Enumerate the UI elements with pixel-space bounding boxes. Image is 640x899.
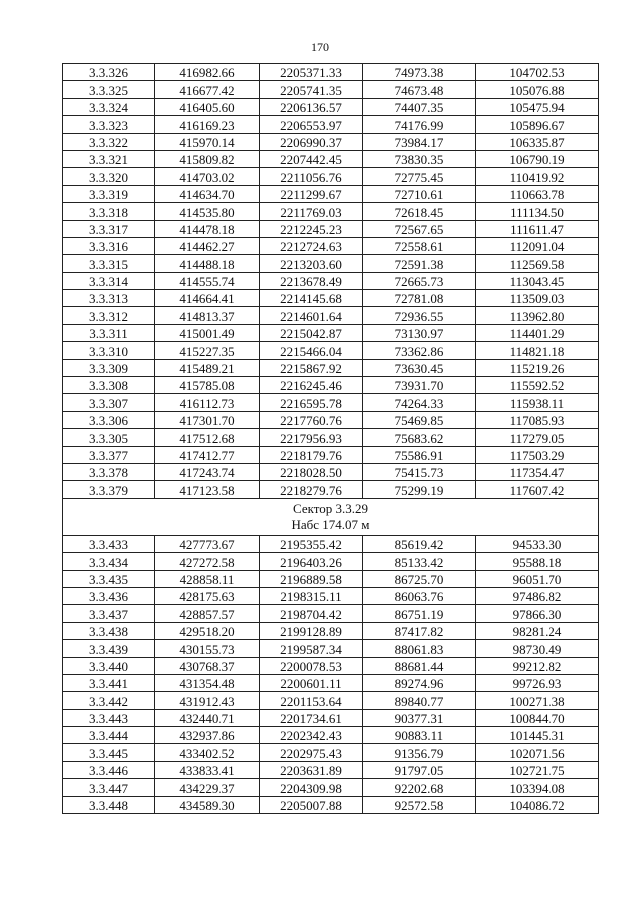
coord-x2-cell: 88681.44 — [363, 657, 476, 674]
table-row — [63, 622, 599, 639]
coord-x-cell: 415970.14 — [155, 133, 260, 150]
table-row — [63, 150, 599, 167]
coord-x2-cell: 73830.35 — [363, 150, 476, 167]
point-id-cell: 3.3.322 — [63, 133, 155, 150]
coord-x2-cell: 89840.77 — [363, 692, 476, 709]
coord-y2-cell: 113043.45 — [476, 272, 599, 289]
coord-x-cell: 416405.60 — [155, 98, 260, 115]
coord-y2-cell: 99726.93 — [476, 674, 599, 691]
table-row — [63, 220, 599, 237]
coord-y-cell: 2202975.43 — [260, 744, 363, 761]
coord-x2-cell: 86063.76 — [363, 587, 476, 604]
coord-x2-cell: 72558.61 — [363, 237, 476, 254]
coord-y-cell: 2200601.11 — [260, 674, 363, 691]
table-row — [63, 185, 599, 202]
coord-x2-cell: 72567.65 — [363, 220, 476, 237]
coord-y2-cell: 117607.42 — [476, 481, 599, 498]
coord-y2-cell: 103394.08 — [476, 779, 599, 796]
coord-x-cell: 416112.73 — [155, 394, 260, 411]
coord-x2-cell: 89274.96 — [363, 674, 476, 691]
coord-x-cell: 427773.67 — [155, 535, 260, 552]
coord-y-cell: 2205741.35 — [260, 81, 363, 98]
coord-y-cell: 2218179.76 — [260, 446, 363, 463]
point-id-cell: 3.3.434 — [63, 553, 155, 570]
coord-y-cell: 2211299.67 — [260, 185, 363, 202]
coord-x2-cell: 90883.11 — [363, 727, 476, 744]
coord-y-cell: 2212724.63 — [260, 237, 363, 254]
coord-x-cell: 415809.82 — [155, 150, 260, 167]
point-id-cell: 3.3.324 — [63, 98, 155, 115]
coord-y2-cell: 101445.31 — [476, 727, 599, 744]
coord-y2-cell: 102071.56 — [476, 744, 599, 761]
point-id-cell: 3.3.443 — [63, 709, 155, 726]
coord-x-cell: 414535.80 — [155, 203, 260, 220]
point-id-cell: 3.3.306 — [63, 411, 155, 428]
coord-y2-cell: 111134.50 — [476, 203, 599, 220]
coord-y-cell: 2215867.92 — [260, 359, 363, 376]
table-row — [63, 692, 599, 709]
table-row — [63, 324, 599, 341]
point-id-cell: 3.3.444 — [63, 727, 155, 744]
coord-y-cell: 2198704.42 — [260, 605, 363, 622]
point-id-cell: 3.3.321 — [63, 150, 155, 167]
coord-x-cell: 417123.58 — [155, 481, 260, 498]
coord-y-cell: 2205007.88 — [260, 796, 363, 813]
point-id-cell: 3.3.445 — [63, 744, 155, 761]
coord-x-cell: 433833.41 — [155, 761, 260, 778]
coord-x2-cell: 85133.42 — [363, 553, 476, 570]
table-row — [63, 307, 599, 324]
coord-x-cell: 417412.77 — [155, 446, 260, 463]
coord-y2-cell: 115938.11 — [476, 394, 599, 411]
coord-x-cell: 432937.86 — [155, 727, 260, 744]
coord-y2-cell: 114821.18 — [476, 342, 599, 359]
coord-x-cell: 414462.27 — [155, 237, 260, 254]
table-row — [63, 394, 599, 411]
coord-y2-cell: 117279.05 — [476, 429, 599, 446]
table-row — [63, 674, 599, 691]
coord-x2-cell: 86725.70 — [363, 570, 476, 587]
coord-y-cell: 2200078.53 — [260, 657, 363, 674]
coord-x-cell: 417243.74 — [155, 463, 260, 480]
coord-y2-cell: 114401.29 — [476, 324, 599, 341]
coord-y2-cell: 98730.49 — [476, 640, 599, 657]
coord-y2-cell: 115219.26 — [476, 359, 599, 376]
coord-x-cell: 415001.49 — [155, 324, 260, 341]
coord-y-cell: 2199587.34 — [260, 640, 363, 657]
coord-y2-cell: 117085.93 — [476, 411, 599, 428]
coord-y-cell: 2198315.11 — [260, 587, 363, 604]
coord-x2-cell: 72936.55 — [363, 307, 476, 324]
coord-x-cell: 415489.21 — [155, 359, 260, 376]
table-row — [63, 168, 599, 185]
coord-y-cell: 2204309.98 — [260, 779, 363, 796]
table-row — [63, 98, 599, 115]
coord-x-cell: 430155.73 — [155, 640, 260, 657]
table-row — [63, 237, 599, 254]
coord-y-cell: 2211769.03 — [260, 203, 363, 220]
point-id-cell: 3.3.305 — [63, 429, 155, 446]
coord-y-cell: 2201734.61 — [260, 709, 363, 726]
table-row — [63, 744, 599, 761]
coord-y2-cell: 112091.04 — [476, 237, 599, 254]
coord-x-cell: 414488.18 — [155, 255, 260, 272]
coord-y2-cell: 113509.03 — [476, 290, 599, 307]
coord-y2-cell: 98281.24 — [476, 622, 599, 639]
coord-x2-cell: 74407.35 — [363, 98, 476, 115]
coord-x2-cell: 73630.45 — [363, 359, 476, 376]
point-id-cell: 3.3.326 — [63, 64, 155, 81]
coord-x2-cell: 75683.62 — [363, 429, 476, 446]
coord-y-cell: 2218028.50 — [260, 463, 363, 480]
point-id-cell: 3.3.378 — [63, 463, 155, 480]
coord-y-cell: 2206136.57 — [260, 98, 363, 115]
coord-x2-cell: 74973.38 — [363, 64, 476, 81]
coord-y-cell: 2195355.42 — [260, 535, 363, 552]
table-row — [63, 709, 599, 726]
coord-x-cell: 415227.35 — [155, 342, 260, 359]
coord-y2-cell: 105475.94 — [476, 98, 599, 115]
table-row — [63, 411, 599, 428]
point-id-cell: 3.3.318 — [63, 203, 155, 220]
table-body-before-section — [63, 64, 599, 499]
coord-x2-cell: 72618.45 — [363, 203, 476, 220]
coord-x2-cell: 91356.79 — [363, 744, 476, 761]
point-id-cell: 3.3.447 — [63, 779, 155, 796]
coord-x2-cell: 75299.19 — [363, 481, 476, 498]
point-id-cell: 3.3.323 — [63, 116, 155, 133]
coord-y-cell: 2216595.78 — [260, 394, 363, 411]
table-row — [63, 587, 599, 604]
coord-y2-cell: 97486.82 — [476, 587, 599, 604]
table-row — [63, 342, 599, 359]
point-id-cell: 3.3.379 — [63, 481, 155, 498]
coord-y2-cell: 113962.80 — [476, 307, 599, 324]
coord-x-cell: 428858.11 — [155, 570, 260, 587]
coord-y2-cell: 117354.47 — [476, 463, 599, 480]
coord-x2-cell: 92572.58 — [363, 796, 476, 813]
coord-x-cell: 414664.41 — [155, 290, 260, 307]
coord-x-cell: 414703.02 — [155, 168, 260, 185]
coord-y2-cell: 105076.88 — [476, 81, 599, 98]
coord-x-cell: 414634.70 — [155, 185, 260, 202]
coord-y-cell: 2217760.76 — [260, 411, 363, 428]
coord-x-cell: 434589.30 — [155, 796, 260, 813]
point-id-cell: 3.3.448 — [63, 796, 155, 813]
coord-x-cell: 416982.66 — [155, 64, 260, 81]
coord-x-cell: 428175.63 — [155, 587, 260, 604]
point-id-cell: 3.3.439 — [63, 640, 155, 657]
coord-y-cell: 2196889.58 — [260, 570, 363, 587]
point-id-cell: 3.3.377 — [63, 446, 155, 463]
coord-y-cell: 2211056.76 — [260, 168, 363, 185]
coord-y-cell: 2215042.87 — [260, 324, 363, 341]
point-id-cell: 3.3.309 — [63, 359, 155, 376]
coord-y2-cell: 110663.78 — [476, 185, 599, 202]
point-id-cell: 3.3.315 — [63, 255, 155, 272]
coord-y-cell: 2218279.76 — [260, 481, 363, 498]
coord-x2-cell: 88061.83 — [363, 640, 476, 657]
table-body-after-section — [63, 535, 599, 813]
table-row — [63, 553, 599, 570]
table-row — [63, 377, 599, 394]
coord-x-cell: 416677.42 — [155, 81, 260, 98]
coord-y-cell: 2202342.43 — [260, 727, 363, 744]
coord-y2-cell: 106335.87 — [476, 133, 599, 150]
coord-y-cell: 2217956.93 — [260, 429, 363, 446]
table-row — [63, 359, 599, 376]
page-number: 170 — [311, 40, 329, 54]
point-id-cell: 3.3.308 — [63, 377, 155, 394]
coord-y2-cell: 100271.38 — [476, 692, 599, 709]
section-title: Сектор 3.3.29 — [292, 500, 368, 516]
point-id-cell: 3.3.433 — [63, 535, 155, 552]
coord-x-cell: 431354.48 — [155, 674, 260, 691]
coord-x2-cell: 73984.17 — [363, 133, 476, 150]
table-row — [63, 446, 599, 463]
coord-x-cell: 414555.74 — [155, 272, 260, 289]
coord-y-cell: 2213678.49 — [260, 272, 363, 289]
table-row — [63, 81, 599, 98]
coord-x2-cell: 75415.73 — [363, 463, 476, 480]
coord-x-cell: 416169.23 — [155, 116, 260, 133]
point-id-cell: 3.3.320 — [63, 168, 155, 185]
coord-x2-cell: 87417.82 — [363, 622, 476, 639]
table-row — [63, 640, 599, 657]
coord-x-cell: 430768.37 — [155, 657, 260, 674]
point-id-cell: 3.3.311 — [63, 324, 155, 341]
section-header — [63, 498, 599, 535]
coord-y2-cell: 115592.52 — [476, 377, 599, 394]
point-id-cell: 3.3.313 — [63, 290, 155, 307]
coord-y2-cell: 95588.18 — [476, 553, 599, 570]
coord-x-cell: 417512.68 — [155, 429, 260, 446]
table-row — [63, 727, 599, 744]
point-id-cell: 3.3.436 — [63, 587, 155, 604]
table-row — [63, 429, 599, 446]
coord-x-cell: 428857.57 — [155, 605, 260, 622]
point-id-cell: 3.3.319 — [63, 185, 155, 202]
coord-x2-cell: 74264.33 — [363, 394, 476, 411]
coord-y-cell: 2216245.46 — [260, 377, 363, 394]
coord-y2-cell: 112569.58 — [476, 255, 599, 272]
coord-y-cell: 2214601.64 — [260, 307, 363, 324]
coord-x-cell: 434229.37 — [155, 779, 260, 796]
table-row — [63, 255, 599, 272]
table-row — [63, 203, 599, 220]
coord-x2-cell: 73362.86 — [363, 342, 476, 359]
coord-x-cell: 431912.43 — [155, 692, 260, 709]
coord-x-cell: 432440.71 — [155, 709, 260, 726]
coord-x-cell: 433402.52 — [155, 744, 260, 761]
coord-x-cell: 415785.08 — [155, 377, 260, 394]
coord-y-cell: 2215466.04 — [260, 342, 363, 359]
point-id-cell: 3.3.435 — [63, 570, 155, 587]
table-row — [63, 290, 599, 307]
point-id-cell: 3.3.312 — [63, 307, 155, 324]
coordinates-table — [62, 63, 599, 814]
coord-y-cell: 2205371.33 — [260, 64, 363, 81]
coord-x2-cell: 75586.91 — [363, 446, 476, 463]
coord-x2-cell: 72665.73 — [363, 272, 476, 289]
table-row — [63, 779, 599, 796]
coord-y2-cell: 111611.47 — [476, 220, 599, 237]
table-row — [63, 657, 599, 674]
coord-y2-cell: 110419.92 — [476, 168, 599, 185]
point-id-cell: 3.3.446 — [63, 761, 155, 778]
coord-x2-cell: 91797.05 — [363, 761, 476, 778]
table-row — [63, 761, 599, 778]
coord-y-cell: 2201153.64 — [260, 692, 363, 709]
coord-y2-cell: 106790.19 — [476, 150, 599, 167]
coord-y-cell: 2206553.97 — [260, 116, 363, 133]
coord-y-cell: 2199128.89 — [260, 622, 363, 639]
coord-y-cell: 2196403.26 — [260, 553, 363, 570]
coord-y2-cell: 97866.30 — [476, 605, 599, 622]
coord-x2-cell: 72591.38 — [363, 255, 476, 272]
point-id-cell: 3.3.438 — [63, 622, 155, 639]
coord-x2-cell: 86751.19 — [363, 605, 476, 622]
point-id-cell: 3.3.440 — [63, 657, 155, 674]
coord-x-cell: 429518.20 — [155, 622, 260, 639]
coord-y2-cell: 104702.53 — [476, 64, 599, 81]
point-id-cell: 3.3.314 — [63, 272, 155, 289]
coord-y2-cell: 104086.72 — [476, 796, 599, 813]
coord-y2-cell: 102721.75 — [476, 761, 599, 778]
point-id-cell: 3.3.317 — [63, 220, 155, 237]
point-id-cell: 3.3.437 — [63, 605, 155, 622]
table-row — [63, 463, 599, 480]
coord-x2-cell: 72781.08 — [363, 290, 476, 307]
coord-x2-cell: 72710.61 — [363, 185, 476, 202]
coord-y2-cell: 100844.70 — [476, 709, 599, 726]
table-row — [63, 535, 599, 552]
coord-x2-cell: 75469.85 — [363, 411, 476, 428]
coord-y2-cell: 117503.29 — [476, 446, 599, 463]
table-row — [63, 116, 599, 133]
coord-x2-cell: 85619.42 — [363, 535, 476, 552]
coord-y-cell: 2212245.23 — [260, 220, 363, 237]
point-id-cell: 3.3.325 — [63, 81, 155, 98]
coord-y-cell: 2206990.37 — [260, 133, 363, 150]
table-row — [63, 570, 599, 587]
table-row — [63, 64, 599, 81]
table-row — [63, 605, 599, 622]
coord-y-cell: 2207442.45 — [260, 150, 363, 167]
table-row — [63, 133, 599, 150]
coord-y-cell: 2213203.60 — [260, 255, 363, 272]
coord-y2-cell: 94533.30 — [476, 535, 599, 552]
point-id-cell: 3.3.441 — [63, 674, 155, 691]
coord-y2-cell: 99212.82 — [476, 657, 599, 674]
table-row — [63, 796, 599, 813]
coord-y2-cell: 96051.70 — [476, 570, 599, 587]
point-id-cell: 3.3.310 — [63, 342, 155, 359]
coord-y-cell: 2214145.68 — [260, 290, 363, 307]
coord-x2-cell: 72775.45 — [363, 168, 476, 185]
coord-x2-cell: 73931.70 — [363, 377, 476, 394]
coord-x-cell: 414478.18 — [155, 220, 260, 237]
coord-x2-cell: 92202.68 — [363, 779, 476, 796]
coord-x-cell: 417301.70 — [155, 411, 260, 428]
coord-x2-cell: 73130.97 — [363, 324, 476, 341]
coord-x2-cell: 74176.99 — [363, 116, 476, 133]
point-id-cell: 3.3.442 — [63, 692, 155, 709]
section-row — [63, 498, 599, 535]
point-id-cell: 3.3.316 — [63, 237, 155, 254]
coord-x2-cell: 90377.31 — [363, 709, 476, 726]
coord-x-cell: 427272.58 — [155, 553, 260, 570]
coord-x-cell: 414813.37 — [155, 307, 260, 324]
coord-x2-cell: 74673.48 — [363, 81, 476, 98]
table-row — [63, 481, 599, 498]
table-row — [63, 272, 599, 289]
coord-y-cell: 2203631.89 — [260, 761, 363, 778]
section-cell — [63, 498, 599, 535]
section-subtitle: Набс 174.07 м — [291, 516, 370, 532]
coord-y2-cell: 105896.67 — [476, 116, 599, 133]
point-id-cell: 3.3.307 — [63, 394, 155, 411]
